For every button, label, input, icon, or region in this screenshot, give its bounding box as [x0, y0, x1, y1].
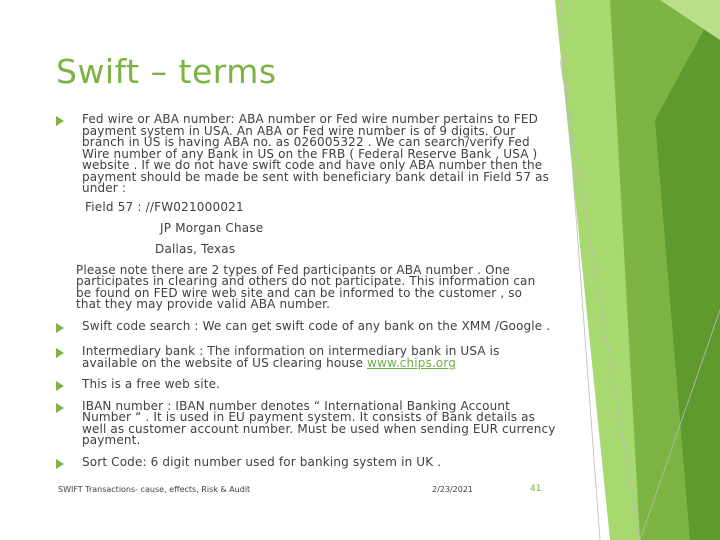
bullet-arrow-icon — [56, 459, 64, 469]
bullet-text-fed-wire: Fed wire or ABA number: ABA number or Fed wire number pertains to FED payment system in USA. An ABA or Fed wire number is of 9 digits. Our branch in US is having ABA no. as 026005322 . We can search/verify Fed Wire number of any Bank in US on the FRB ( Federal Reserve Bank , USA ) website . If we do not have swift code and have only ABA number then the payment should be made be sent with beneficiary bank detail in Field 57 as under : — [82, 112, 549, 195]
chips-link[interactable]: www.chips.org — [367, 355, 457, 370]
footer-date: 2/23/2021 — [432, 485, 474, 494]
bullet-item — [56, 114, 556, 195]
intermediary-text: Intermediary bank : The information on intermediary bank in USA is available on the website of US clearing house — [82, 344, 500, 370]
bullet-item — [56, 454, 556, 469]
bullet-arrow-icon — [56, 381, 64, 391]
bullet-item — [56, 398, 556, 447]
slide-title: Swift – terms — [56, 52, 277, 91]
bullet-text-iban: IBAN number : IBAN number denotes “ International Banking Account Number “ . It is used in EU payment system. It consists of Bank details as well as customer account number. Must be used when sending EUR currency payment. — [82, 398, 556, 447]
field57-city: Dallas, Texas — [155, 241, 236, 256]
field57-bank: JP Morgan Chase — [160, 220, 264, 235]
bullet-arrow-icon — [56, 403, 64, 413]
bullet-text-sort-code: Sort Code: 6 digit number used for banking system in UK . — [82, 454, 442, 469]
bullet-arrow-icon — [56, 348, 64, 358]
bullet-item — [56, 346, 556, 369]
slide-body — [56, 112, 556, 468]
bullet-arrow-icon — [56, 323, 64, 333]
bullet-text-swift-search: Swift code search : We can get swift code of any bank on the XMM /Google . — [82, 318, 551, 333]
note-text: Please note there are 2 types of Fed participants or ABA number . One participates in clearing and others do not participate. This information can be found on FED wire web site and can be informed to the customer , so that they may provide valid ABA number. — [76, 262, 536, 311]
bullet-text-intermediary — [82, 346, 556, 369]
bullet-item — [56, 379, 556, 391]
bullet-item — [56, 318, 556, 333]
footer-title: SWIFT Transactions- cause, effects, Risk & Audit — [58, 485, 251, 494]
field57-line: Field 57 : //FW021000021 — [85, 199, 244, 214]
bullet-text-free-site: This is a free web site. — [82, 377, 221, 391]
bullet-arrow-icon — [56, 116, 64, 126]
page-number: 41 — [530, 484, 542, 494]
note-paragraph — [76, 262, 546, 311]
